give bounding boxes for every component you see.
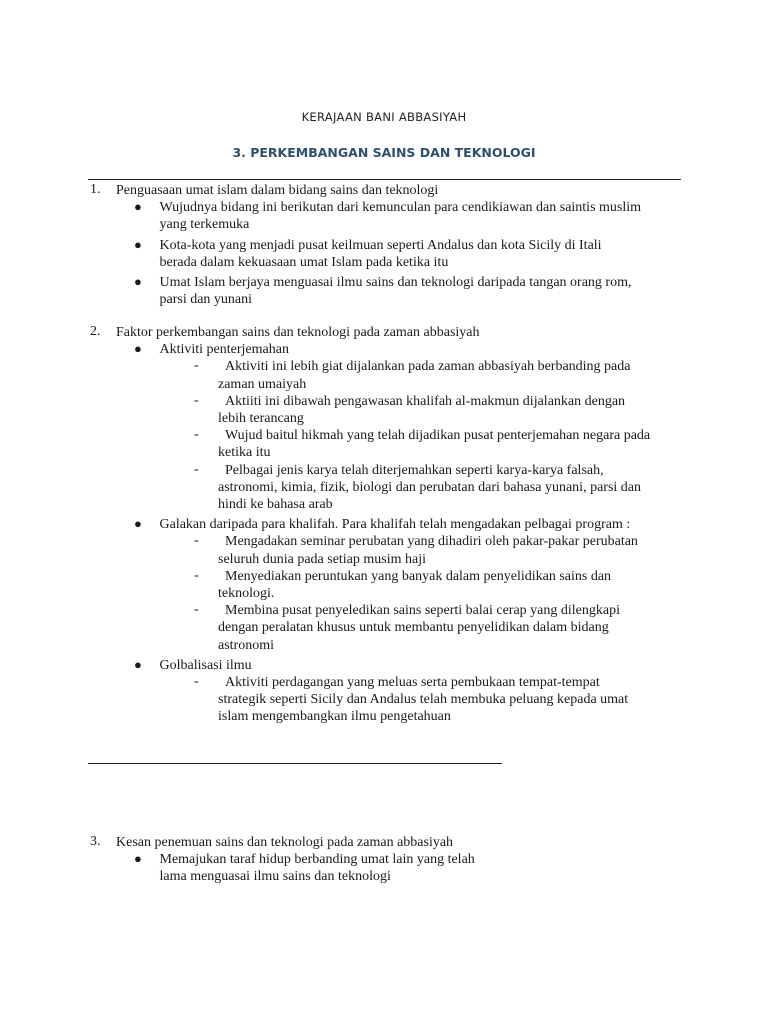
- bullet-text: Umat Islam berjaya menguasai ilmu sains dan teknologi daripada tangan orang rom,: [156, 275, 632, 290]
- dash-marker: -: [194, 358, 199, 374]
- dash-marker: -: [194, 392, 199, 408]
- subitem-text: Aktiviti perdagangan yang meluas serta pembukaan tempat-tempat: [218, 675, 600, 690]
- section-heading: Penguasaan umat islam dalam bidang sains dan teknologi: [116, 183, 439, 198]
- subitem-text: Membina pusat penyeledikan sains seperti balai cerap yang dilengkapi: [218, 603, 620, 619]
- dash-marker: -: [194, 427, 199, 443]
- dash-marker: -: [194, 533, 199, 549]
- subitem-text: seluruh dunia pada setiap musim haji: [218, 551, 427, 567]
- subitem-text: Wujud baitul hikmah yang telah dijadikan pusat penterjemahan negara pada: [218, 428, 651, 444]
- dash-marker: -: [194, 674, 199, 689]
- section-number: 2.: [90, 324, 101, 339]
- bullet-text: parsi dan yunani: [156, 292, 253, 308]
- section-heading: Faktor perkembangan sains dan teknologi pada zaman abbasiyah: [116, 325, 480, 340]
- bullet-icon: ●: [134, 341, 142, 357]
- bullet-icon: ●: [134, 656, 142, 672]
- bullet-icon: ●: [134, 516, 142, 532]
- subitem-text: Aktiviti ini lebih giat dijalankan pada zaman abbasiyah berbanding pada: [218, 359, 631, 375]
- subitem-text: Mengadakan seminar perubatan yang dihadiri oleh pakar-pakar perubatan: [218, 534, 638, 550]
- subitem-text: islam mengembangkan ilmu pengetahuan: [218, 709, 451, 725]
- bullet-text: berada dalam kekuasaan umat Islam pada ketika itu: [156, 254, 449, 270]
- subitem-text: teknologi.: [218, 586, 275, 601]
- top-divider: [88, 179, 681, 180]
- bullet-text: Kota-kota yang menjadi pusat keilmuan seperti Andalus dan kota Sicily di Itali: [156, 237, 602, 253]
- bullet-text: Golbalisasi ilmu: [156, 657, 252, 673]
- subitem-text: strategik seperti Sicily dan Andalus telah membuka peluang kepada umat: [218, 692, 629, 708]
- bullet-text: Aktiviti penterjemahan: [156, 342, 289, 358]
- section-heading: Kesan penemuan sains dan teknologi pada zaman abbasiyah: [116, 835, 454, 850]
- page-title: KERAJAAN BANI ABBASIYAH: [301, 110, 467, 124]
- bullet-text: Galakan daripada para khalifah. Para khalifah telah mengadakan pelbagai program :: [156, 517, 631, 533]
- bullet-icon: ●: [134, 236, 142, 252]
- bullet-icon: ●: [134, 274, 142, 289]
- page-subtitle: 3. PERKEMBANGAN SAINS DAN TEKNOLOGI: [232, 145, 536, 160]
- subitem-text: Aktiiti ini dibawah pengawasan khalifah al-makmun dijalankan dengan: [218, 393, 626, 409]
- subitem-text: Pelbagai jenis karya telah diterjemahkan seperti karya-karya falsah,: [218, 462, 604, 478]
- dash-marker: -: [194, 567, 199, 583]
- subitem-text: zaman umaiyah: [218, 376, 307, 392]
- bottom-divider: [88, 763, 502, 764]
- subitem-text: astronomi, kimia, fizik, biologi dan perubatan dari bahasa yunani, parsi dan: [218, 479, 641, 495]
- bullet-icon: ●: [134, 851, 142, 867]
- subitem-text: hindi ke bahasa arab: [218, 497, 333, 512]
- section-number: 3.: [90, 834, 101, 849]
- section-number: 1.: [90, 182, 101, 197]
- subitem-text: dengan peralatan khusus untuk membantu penyelidikan dalam bidang: [218, 620, 609, 636]
- dash-marker: -: [194, 461, 199, 477]
- subitem-text: lebih terancang: [218, 411, 304, 426]
- bullet-text: Wujudnya bidang ini berikutan dari kemunculan para cendikiawan dan saintis muslim: [156, 200, 642, 216]
- bullet-icon: ●: [134, 199, 142, 215]
- bullet-text: lama menguasai ilmu sains dan teknologi: [156, 869, 391, 885]
- dash-marker: -: [194, 602, 199, 618]
- bullet-text: yang terkemuka: [156, 217, 250, 233]
- subitem-text: astronomi: [218, 637, 274, 653]
- bullet-text: Memajukan taraf hidup berbanding umat lain yang telah: [156, 852, 475, 868]
- subitem-text: ketika itu: [218, 445, 271, 461]
- subitem-text: Menyediakan peruntukan yang banyak dalam penyelidikan sains dan: [218, 568, 612, 584]
